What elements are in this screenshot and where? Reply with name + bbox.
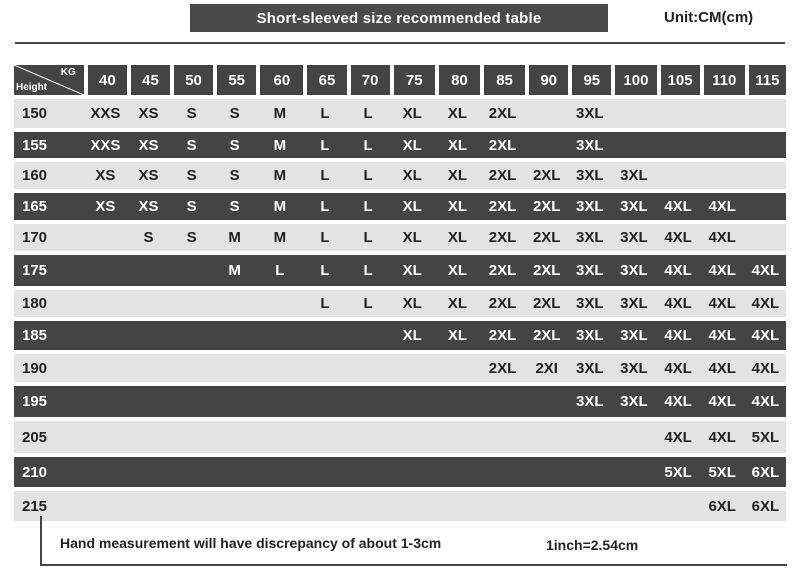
size-cell: M [256,193,303,220]
size-cell [84,255,127,286]
size-cell [435,421,480,453]
size-cell [745,132,786,158]
size-cell [127,255,170,286]
size-cell [657,132,700,158]
size-cell: 5XL [700,457,745,487]
corner-cell [14,65,84,95]
size-cell: 3XL [568,321,611,350]
table-row [14,386,786,417]
size-cell [170,290,213,317]
size-cell: 4XL [700,193,745,220]
weight-header-85: 85 [480,65,525,95]
size-cell: 4XL [657,354,700,382]
weight-header-65: 65 [303,65,346,95]
size-cell [480,457,525,487]
size-cell: 3XL [611,255,656,286]
size-cell: M [213,224,256,251]
size-cell [213,457,256,487]
size-cell: 2XL [480,224,525,251]
table-row [14,457,786,487]
size-cell [127,321,170,350]
size-cell: 3XL [611,354,656,382]
size-cell [170,421,213,453]
size-cell: 3XL [568,255,611,286]
weight-header-60: 60 [256,65,303,95]
size-cell: L [347,132,390,158]
size-cell [480,386,525,417]
height-cell: 175 [14,255,84,286]
size-cell: XL [435,321,480,350]
size-cell [657,99,700,128]
size-cell: XS [127,162,170,189]
size-cell: XS [127,193,170,220]
size-cell: L [347,193,390,220]
table-row [14,193,786,220]
size-cell: 6XL [745,491,786,521]
size-cell [347,321,390,350]
size-cell: L [303,193,346,220]
size-cell: 2XL [480,132,525,158]
height-cell: 150 [14,99,84,128]
size-cell [256,354,303,382]
size-cell [256,321,303,350]
weight-header-105: 105 [657,65,700,95]
weight-header-115: 115 [745,65,786,95]
size-cell [256,421,303,453]
size-cell [303,321,346,350]
size-cell: S [170,132,213,158]
table-row [14,162,786,189]
size-cell [525,132,568,158]
size-cell: 2XL [525,255,568,286]
weight-header-90: 90 [525,65,568,95]
size-cell: 4XL [700,321,745,350]
size-cell [303,421,346,453]
size-cell: M [256,99,303,128]
size-cell [390,421,435,453]
size-cell [435,386,480,417]
size-cell [347,457,390,487]
size-cell: S [170,193,213,220]
table-row [14,354,786,382]
size-cell [170,255,213,286]
table-row [14,321,786,350]
size-cell: 3XL [611,193,656,220]
size-cell: L [347,255,390,286]
size-cell [435,457,480,487]
size-cell: L [347,99,390,128]
size-cell: XS [127,132,170,158]
size-cell [84,224,127,251]
size-cell [347,421,390,453]
size-cell: L [303,162,346,189]
size-cell: S [170,99,213,128]
table-row [14,132,786,158]
size-cell: 2XL [480,162,525,189]
size-cell: 4XL [657,224,700,251]
size-cell [745,99,786,128]
height-cell: 180 [14,290,84,317]
size-cell: 2XL [480,255,525,286]
weight-header-110: 110 [700,65,745,95]
size-cell: 3XL [568,162,611,189]
size-cell: L [347,162,390,189]
size-cell [435,354,480,382]
size-cell: S [170,224,213,251]
size-cell: M [256,132,303,158]
size-cell: XL [435,255,480,286]
size-cell [170,354,213,382]
height-cell: 160 [14,162,84,189]
size-cell [525,457,568,487]
height-cell: 165 [14,193,84,220]
size-cell: L [256,255,303,286]
size-cell: L [303,224,346,251]
weight-header-40: 40 [84,65,127,95]
inch-conversion: 1inch=2.54cm [546,537,639,553]
height-cell: 195 [14,386,84,417]
height-cell: 170 [14,224,84,251]
size-cell: L [347,290,390,317]
size-cell: M [256,162,303,189]
size-cell: XL [390,255,435,286]
size-cell: L [347,224,390,251]
size-cell: 6XL [745,457,786,487]
size-cell: S [213,193,256,220]
table-row [14,99,786,128]
size-cell [657,162,700,189]
size-cell [84,321,127,350]
weight-header-70: 70 [347,65,390,95]
table-row [14,421,786,453]
size-cell: XL [390,162,435,189]
size-cell: S [127,224,170,251]
weight-header-80: 80 [435,65,480,95]
size-cell [84,386,127,417]
height-cell: 190 [14,354,84,382]
height-cell: 185 [14,321,84,350]
table-title: Short-sleeved size recommended table [190,4,608,32]
size-cell: XXS [84,99,127,128]
size-cell: XL [390,290,435,317]
size-cell [127,386,170,417]
size-cell: 5XL [745,421,786,453]
size-cell: XL [390,193,435,220]
size-cell: XL [390,132,435,158]
size-cell: 6XL [700,491,745,521]
size-cell [568,421,611,453]
size-cell [84,457,127,487]
size-cell: XS [127,99,170,128]
size-cell [84,290,127,317]
weight-header-55: 55 [213,65,256,95]
size-cell [127,457,170,487]
size-cell: 3XL [568,386,611,417]
size-cell: S [170,162,213,189]
size-cell: 4XL [657,386,700,417]
size-cell [390,354,435,382]
size-cell [700,132,745,158]
size-cell [213,421,256,453]
size-cell: 2XL [525,224,568,251]
size-cell [525,99,568,128]
size-cell [213,321,256,350]
size-cell: 3XL [611,321,656,350]
size-cell [127,354,170,382]
size-cell: S [213,132,256,158]
size-cell [127,290,170,317]
size-cell: 2XL [480,290,525,317]
size-cell [213,290,256,317]
top-divider [15,42,785,44]
size-cell [480,421,525,453]
size-cell: 4XL [657,321,700,350]
size-cell: 4XL [700,290,745,317]
size-cell: XL [435,99,480,128]
table-body [14,95,786,521]
size-cell: 4XL [745,321,786,350]
size-cell: 4XL [700,224,745,251]
size-cell: XL [390,321,435,350]
measurement-note: Hand measurement will have discrepancy of about 1-3cm [60,535,442,551]
size-cell: 3XL [568,99,611,128]
size-cell: 3XL [568,354,611,382]
size-cell [303,354,346,382]
height-cell: 215 [14,491,84,521]
size-cell: XL [435,162,480,189]
size-cell: S [213,162,256,189]
weight-header-75: 75 [390,65,435,95]
size-cell [84,354,127,382]
size-cell [611,421,656,453]
size-cell: 2XL [525,290,568,317]
size-cell: 3XL [611,162,656,189]
size-cell [170,457,213,487]
size-cell [347,386,390,417]
size-cell: 4XL [700,255,745,286]
size-cell: 2XI [525,354,568,382]
size-cell [84,421,127,453]
size-cell: 2XL [525,193,568,220]
size-cell: 3XL [611,386,656,417]
size-cell [611,132,656,158]
size-cell: 5XL [657,457,700,487]
table-row [14,224,786,251]
size-cell: 4XL [700,386,745,417]
size-cell: 4XL [657,255,700,286]
table-row [14,290,786,317]
size-cell: L [303,290,346,317]
size-cell: XS [84,193,127,220]
size-cell [611,457,656,487]
kg-label: KG [60,67,76,78]
size-cell: 4XL [745,354,786,382]
size-cell: XL [390,99,435,128]
size-cell: 4XL [700,421,745,453]
size-cell: 4XL [745,290,786,317]
size-cell: 2XL [480,193,525,220]
size-cell [256,386,303,417]
size-cell: XS [84,162,127,189]
size-cell: 3XL [568,224,611,251]
height-cell: 155 [14,132,84,158]
size-cell: 2XL [480,99,525,128]
size-cell [568,457,611,487]
height-label: Height [16,82,48,93]
size-cell [390,457,435,487]
size-cell: XL [435,290,480,317]
size-cell: L [303,255,346,286]
weight-header-100: 100 [611,65,656,95]
size-cell [303,386,346,417]
height-cell: 205 [14,421,84,453]
size-cell [700,99,745,128]
weight-header-row [14,65,786,95]
size-cell: 3XL [611,224,656,251]
size-cell [745,224,786,251]
size-cell [347,354,390,382]
size-cell: 2XL [525,162,568,189]
size-cell [700,162,745,189]
size-cell [745,162,786,189]
size-cell: 2XL [480,321,525,350]
size-cell: M [256,224,303,251]
size-cell: L [303,99,346,128]
unit-label: Unit:CM(cm) [664,9,754,26]
table-row [14,255,786,286]
size-cell: S [213,99,256,128]
size-cell [170,386,213,417]
size-cell [127,421,170,453]
size-cell: 4XL [657,193,700,220]
size-cell: L [303,132,346,158]
size-cell: 4XL [657,290,700,317]
size-cell: 4XL [657,421,700,453]
size-cell [303,457,346,487]
size-cell: 4XL [745,386,786,417]
height-cell: 210 [14,457,84,487]
size-cell [390,386,435,417]
size-cell: 3XL [568,132,611,158]
size-cell [745,193,786,220]
size-cell: XL [435,224,480,251]
size-cell [525,386,568,417]
size-cell: XXS [84,132,127,158]
size-table [14,65,786,521]
size-cell [256,290,303,317]
weight-header-45: 45 [127,65,170,95]
size-cell: 4XL [745,255,786,286]
size-cell: XL [435,193,480,220]
size-cell: 3XL [568,193,611,220]
size-cell: 4XL [700,354,745,382]
size-cell: 2XL [480,354,525,382]
size-cell: XL [390,224,435,251]
size-cell: 3XL [568,290,611,317]
size-cell: M [213,255,256,286]
size-cell: 3XL [611,290,656,317]
size-cell [525,421,568,453]
size-cell [213,354,256,382]
size-cell [213,386,256,417]
size-cell [611,99,656,128]
size-cell [170,321,213,350]
weight-header-95: 95 [568,65,611,95]
size-cell: XL [435,132,480,158]
size-cell [256,457,303,487]
size-cell: 2XL [525,321,568,350]
weight-header-50: 50 [170,65,213,95]
